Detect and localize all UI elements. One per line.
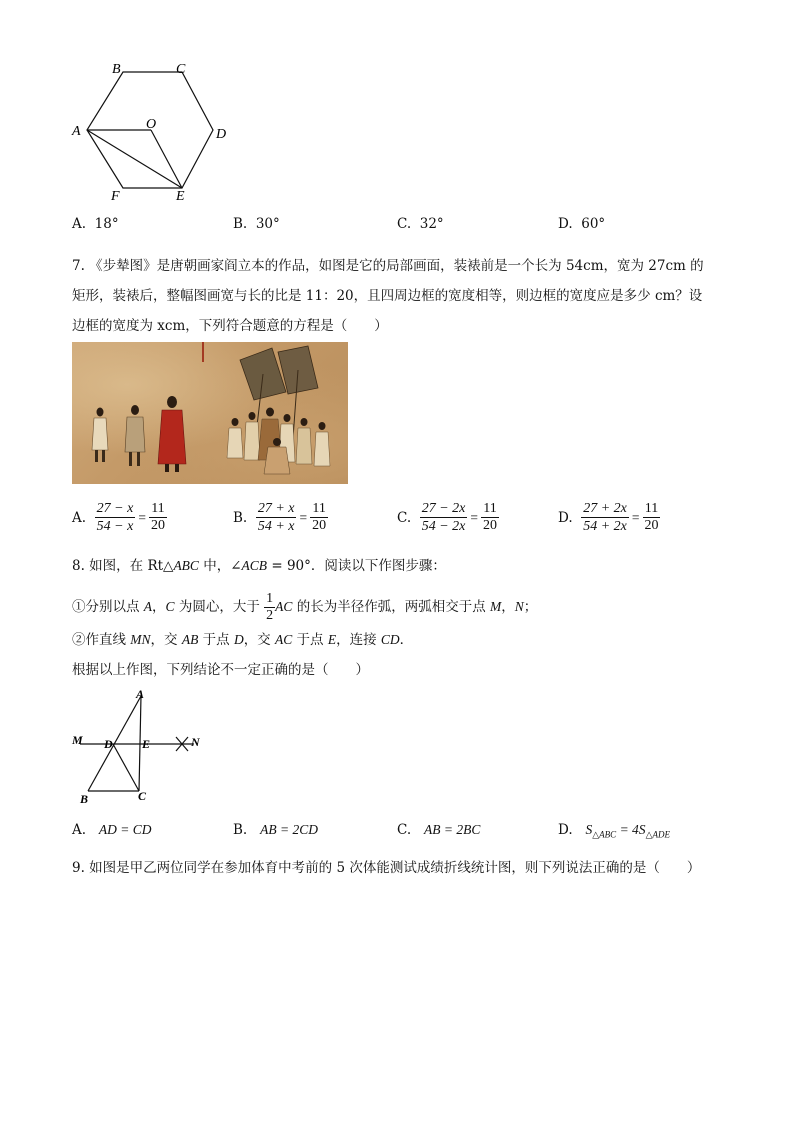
q6-option-b[interactable]	[233, 214, 280, 234]
q7-line-3: 边框的宽度为 xcm，下列符合题意的方程是（ ）	[72, 318, 388, 334]
tri-label-m: M	[72, 733, 83, 747]
q6-option-a-value: 18°	[94, 216, 119, 232]
painting-image	[72, 342, 348, 484]
q6-option-c[interactable]	[397, 214, 444, 234]
q7-option-a-fraction-left: $\frac{27 - x}{54 - x}$	[96, 501, 134, 534]
hex-label-f: F	[111, 189, 120, 204]
q7-option-c-fraction-left: $\frac{27 - 2x}{54 - 2x}$	[421, 501, 466, 534]
q6-option-d-letter: D.	[558, 216, 573, 232]
q7-option-d[interactable]: D. $\frac{27 + 2x}{54 + 2x}$ = $\frac{11}{20}$	[558, 501, 659, 534]
hex-label-e: E	[176, 189, 185, 204]
tri-label-c: C	[138, 789, 147, 803]
q7-line-2: 矩形，装裱后，整幅图画宽与长的比是 11：20，且四周边框的宽度相等，则边框的宽度应是多少 cm？设	[72, 288, 703, 304]
tri-label-a: A	[136, 687, 145, 701]
q7-option-b-fraction-right: $\frac{11}{20}$	[312, 501, 327, 533]
q8-line-1: 8. 如图，在 Rt△ABC 中，∠ACB = 90°．阅读以下作图步骤：	[72, 558, 446, 574]
q8-option-d-letter: D.	[558, 822, 573, 838]
q8-option-a[interactable]	[72, 820, 152, 840]
q7-option-b-letter: B.	[233, 509, 248, 526]
q7-option-d-letter: D.	[558, 509, 573, 526]
painting-figures	[72, 342, 348, 484]
hexagon-figure	[66, 58, 246, 208]
q7-option-d-fraction-left: $\frac{27 + 2x}{54 + 2x}$	[583, 501, 627, 534]
q8-option-b-text: AB = 2CD	[260, 822, 318, 837]
triangle-figure	[66, 686, 216, 808]
q7-option-c-fraction-right: $\frac{11}{20}$	[483, 501, 498, 533]
q7-option-b[interactable]: B. $\frac{27 + x}{54 + x}$ = $\frac{11}{20}$	[233, 501, 327, 534]
q7-option-c[interactable]: C. $\frac{27 - 2x}{54 - 2x}$ = $\frac{11}{20}$	[397, 501, 498, 534]
q7-option-a-letter: A.	[72, 509, 87, 526]
q8-option-c-letter: C.	[397, 822, 412, 838]
q6-option-c-value: 32°	[419, 216, 444, 232]
tri-label-e: E	[142, 737, 151, 751]
q7-option-a[interactable]: A. $\frac{27 - x}{54 - x}$ = $\frac{11}{20}$	[72, 501, 165, 534]
q6-option-a[interactable]	[72, 214, 119, 234]
hex-label-a: A	[72, 124, 81, 139]
q7-option-c-letter: C.	[397, 509, 412, 526]
q8-step-2: ②作直线 MN，交 AB 于点 D，交 AC 于点 E，连接 CD．	[72, 632, 414, 648]
q8-step-1: ①分别以点 A，C 为圆心，大于 $\frac{1}{2}$ AC 的长为半径作弧，两弧相交于点 M，N；	[72, 591, 538, 623]
tri-label-d: D	[104, 737, 113, 751]
tri-label-n: N	[191, 735, 200, 749]
hex-label-d: D	[216, 127, 227, 142]
q6-option-b-value: 30°	[255, 216, 280, 232]
half-fraction: $\frac{1}{2}$	[266, 591, 274, 623]
q6-option-a-letter: A.	[72, 216, 87, 232]
q8-option-c-text: AB = 2BC	[424, 822, 481, 837]
q8-option-c[interactable]	[397, 820, 480, 840]
q8-option-d[interactable]	[558, 820, 670, 845]
q8-option-a-text: AD = CD	[98, 822, 152, 837]
q8-option-a-letter: A.	[72, 822, 87, 838]
q6-option-c-letter: C.	[397, 216, 412, 232]
q7-option-a-fraction-right: $\frac{11}{20}$	[150, 501, 165, 533]
q6-option-b-letter: B.	[233, 216, 248, 232]
q8-option-b-letter: B.	[233, 822, 248, 838]
q6-option-d-value: 60°	[581, 216, 606, 232]
hex-label-c: C	[176, 62, 186, 77]
q7-option-b-fraction-left: $\frac{27 + x}{54 + x}$	[257, 501, 295, 534]
q8-option-d-text: $S_{\triangle ABC} = 4S_{\triangle ADE}$	[585, 822, 670, 840]
q7-option-d-fraction-right: $\frac{11}{20}$	[644, 501, 659, 533]
q8-option-b[interactable]	[233, 820, 318, 840]
q9-line-1: 9. 如图是甲乙两位同学在参加体育中考前的 5 次体能测试成绩折线统计图，则下列说法正确的是（ ）	[72, 860, 701, 876]
q6-option-d[interactable]	[558, 214, 605, 234]
q7-line-1: 7. 《步辇图》是唐朝画家阎立本的作品，如图是它的局部画面，装裱前是一个长为 54cm，宽为 27cm 的	[72, 258, 704, 274]
tri-label-b: B	[80, 792, 89, 806]
hex-label-o: O	[146, 117, 157, 132]
hex-label-b: B	[112, 62, 121, 77]
q8-line-4: 根据以上作图，下列结论不一定正确的是（ ）	[72, 662, 369, 678]
